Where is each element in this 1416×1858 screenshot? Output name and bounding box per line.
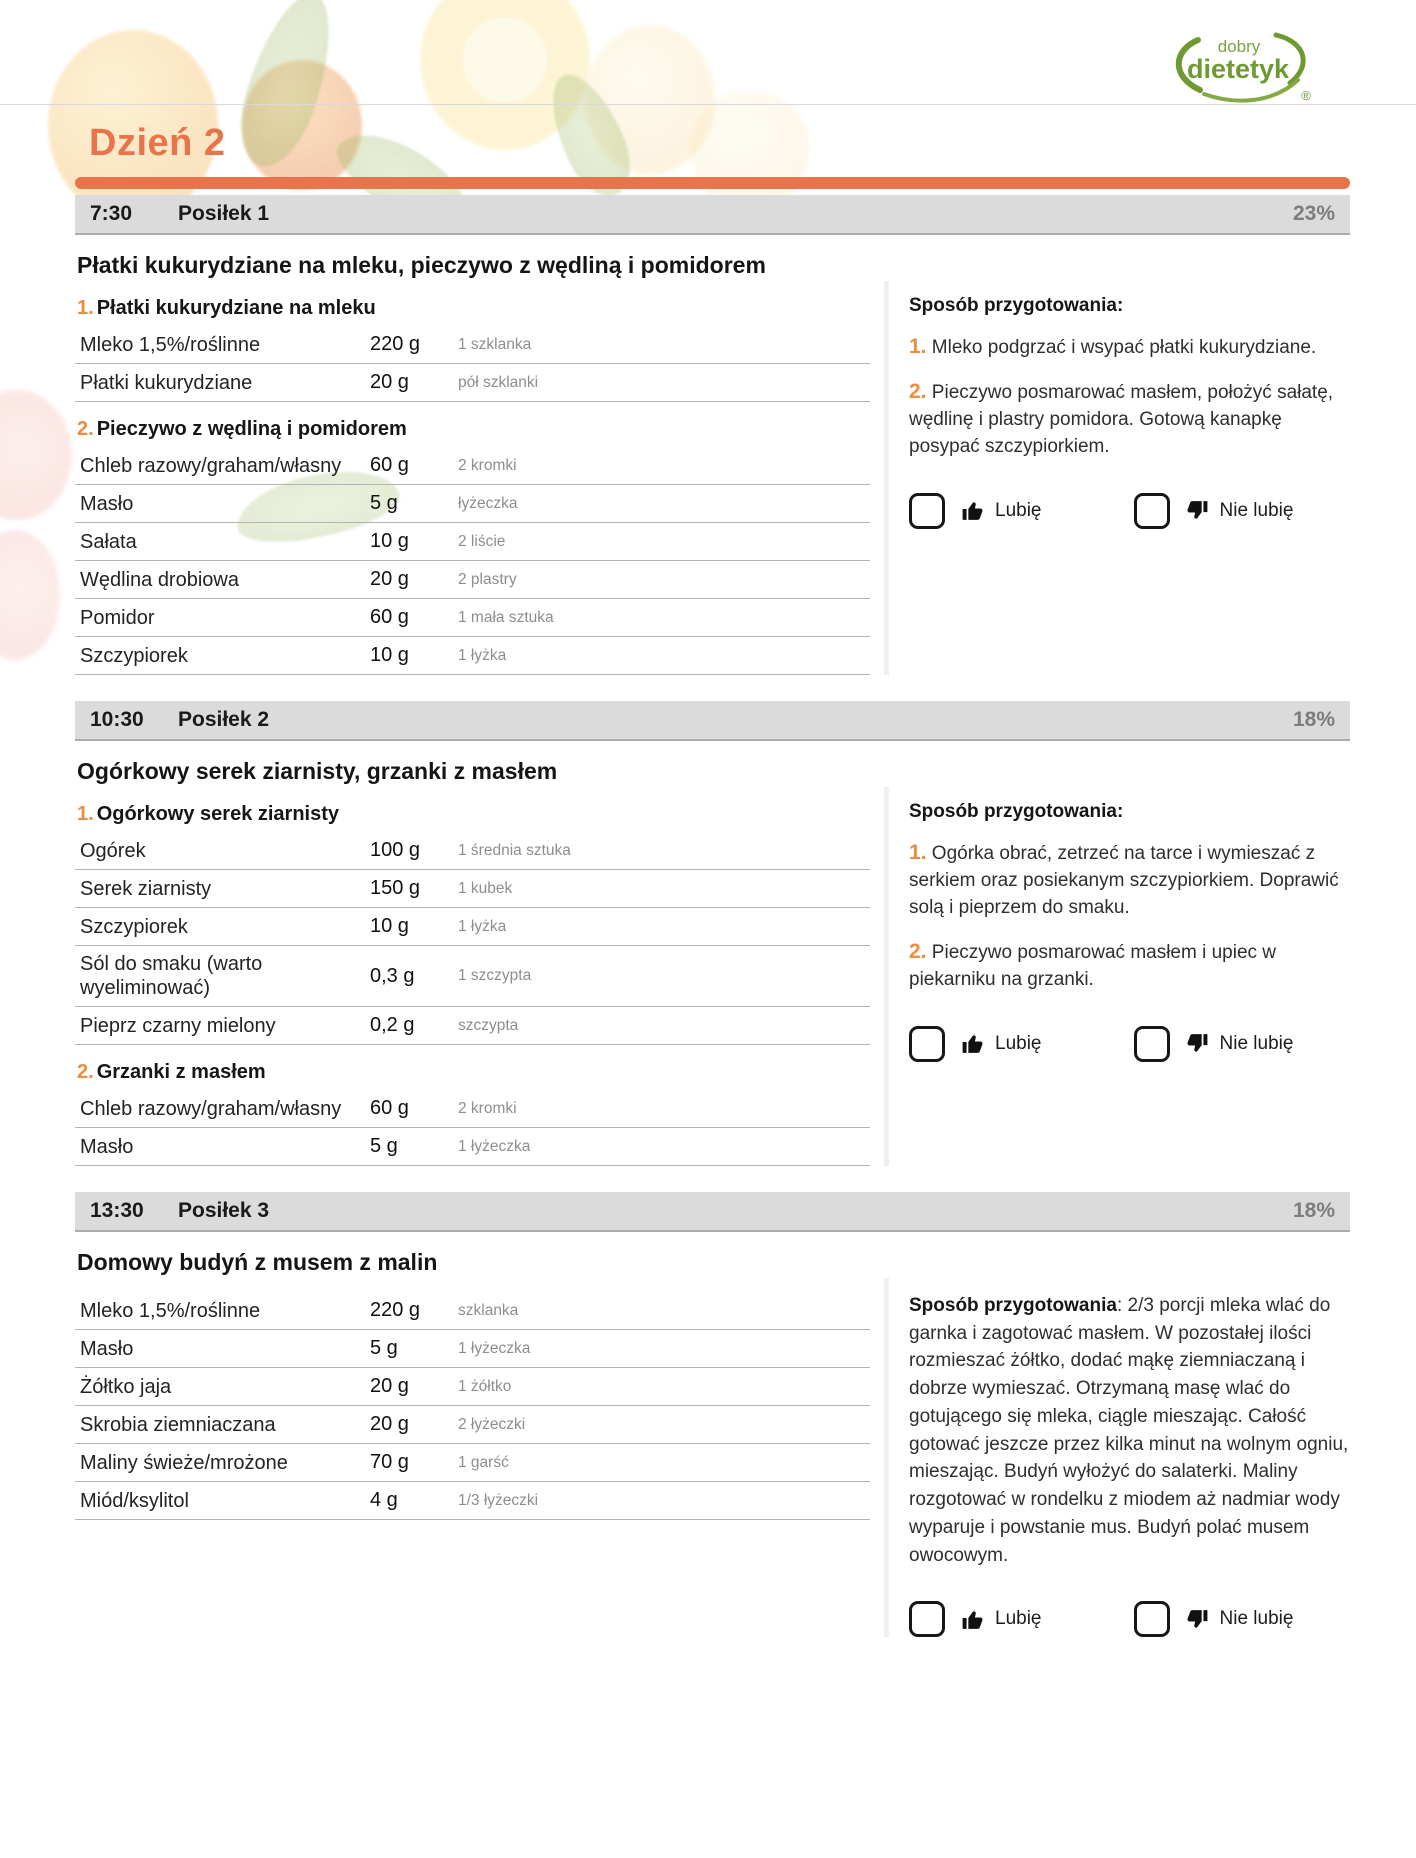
dislike-checkbox[interactable] [1134, 1601, 1170, 1637]
ingredient-name: Wędlina drobiowa [80, 568, 239, 591]
preparation-paragraph [909, 1292, 1350, 1569]
ingredient-amount: 70 g [370, 1451, 409, 1473]
ingredient-amount: 5 g [370, 1337, 398, 1359]
meal-header-2 [75, 701, 1350, 741]
ingredient-measure: 2 liście [458, 532, 506, 550]
ingredient-amount: 10 g [370, 644, 409, 666]
meal-percent: 18% [1292, 708, 1335, 731]
feedback-row [909, 1601, 1350, 1637]
ingredient-amount: 5 g [370, 1135, 398, 1157]
ingredient-amount: 10 g [370, 530, 409, 552]
thumb-up-icon [960, 1031, 985, 1056]
ingredient-name: Mleko 1,5%/roślinne [80, 333, 261, 356]
ingredient-row [75, 908, 870, 946]
preparation-step [909, 937, 1350, 994]
ingredient-row [75, 1330, 870, 1368]
ingredient-name: Serek ziarnisty [80, 877, 212, 900]
preparation-column [909, 787, 1350, 1166]
ingredient-name: Masło [80, 492, 134, 515]
ingredient-amount: 220 g [370, 1299, 421, 1321]
ingredient-name: Maliny świeże/mrożone [80, 1451, 288, 1474]
step-text: Pieczywo posmarować masłem i upiec w piekarniku na grzanki. [909, 941, 1277, 990]
dislike-group [1134, 493, 1294, 529]
ingredient-name: Szczypiorek [80, 644, 188, 667]
step-text: Ogórka obrać, zetrzeć na tarce i wymieszać z serkiem oraz posiekanym szczypiorkiem. Doprawić solą i pieprzem do smaku. [909, 843, 1339, 918]
meal-title: Płatki kukurydziane na mleku, pieczywo z wędliną i pomidorem [77, 252, 766, 278]
meal-time: 10:30 [90, 708, 144, 731]
preparation-step [909, 332, 1350, 362]
like-label: Lubię [995, 499, 1042, 521]
recipe-section-title [77, 1061, 870, 1084]
ingredient-measure: 1/3 łyżeczki [458, 1491, 539, 1509]
ingredient-measure: 1 średnia sztuka [458, 841, 571, 859]
ingredient-name: Chleb razowy/graham/własny [80, 454, 342, 477]
ingredients-column [75, 1278, 870, 1637]
ingredient-measure: 2 kromki [458, 456, 517, 474]
ingredient-amount: 20 g [370, 1413, 409, 1435]
like-group [909, 1026, 1042, 1062]
ingredient-amount: 60 g [370, 1097, 409, 1119]
column-divider [884, 787, 889, 1166]
section-title-text: Pieczywo z wędliną i pomidorem [96, 418, 407, 440]
ingredient-measure: 1 szklanka [458, 335, 532, 353]
ingredient-amount: 150 g [370, 877, 421, 899]
dislike-group [1134, 1601, 1294, 1637]
ingredient-measure: 1 łyżka [458, 917, 507, 935]
ingredient-name: Pomidor [80, 606, 155, 629]
ingredient-measure: 1 żółtko [458, 1377, 512, 1395]
ingredient-row [75, 1128, 870, 1166]
ingredient-row [75, 1444, 870, 1482]
ingredient-name: Chleb razowy/graham/własny [80, 1097, 342, 1120]
feedback-row [909, 1026, 1350, 1062]
recipe-section-title [77, 803, 870, 826]
ingredient-row [75, 523, 870, 561]
preparation-step [909, 838, 1350, 922]
ingredient-row [75, 1406, 870, 1444]
ingredient-row [75, 326, 870, 364]
preparation-heading: Sposób przygotowania: [909, 801, 1124, 822]
meal-time: 7:30 [90, 202, 133, 225]
ingredient-amount: 0,3 g [370, 964, 415, 987]
ingredient-name: Masło [80, 1337, 134, 1360]
dislike-label: Nie lubię [1219, 499, 1294, 521]
ingredient-name: Miód/ksylitol [80, 1489, 189, 1512]
step-number: 1. [909, 841, 927, 864]
section-title-text: Grzanki z masłem [96, 1061, 266, 1083]
ingredient-row [75, 485, 870, 523]
ingredient-measure: pół szklanki [458, 373, 539, 391]
ingredient-row [75, 1482, 870, 1520]
step-number: 2. [909, 939, 927, 963]
dislike-label: Nie lubię [1219, 1032, 1294, 1054]
section-number: 1. [77, 297, 94, 319]
logo-text-line2: dietetyk [1186, 54, 1290, 84]
ingredient-measure: szklanka [458, 1301, 519, 1319]
column-divider [884, 281, 889, 675]
ingredient-table [75, 447, 870, 675]
meal-name: Posiłek 2 [178, 708, 270, 731]
ingredient-measure: 2 plastry [458, 570, 517, 588]
preparation-column [909, 281, 1350, 675]
ingredient-amount: 10 g [370, 915, 409, 937]
registered-mark: ® [1301, 88, 1311, 103]
recipe-section-title [77, 297, 870, 320]
ingredient-amount: 4 g [370, 1489, 398, 1511]
accent-bar [75, 177, 1350, 189]
ingredient-row [75, 364, 870, 402]
like-group [909, 493, 1042, 529]
ingredient-name: Sałata [80, 530, 137, 553]
decor-grapefruit-photo [0, 530, 60, 660]
step-number: 1. [909, 335, 927, 358]
thumb-down-icon [1185, 1607, 1210, 1632]
recipe-section-title [77, 418, 870, 441]
ingredient-measure: 1 łyżeczka [458, 1137, 531, 1155]
ingredient-amount: 0,2 g [370, 1014, 415, 1036]
preparation-column [909, 1278, 1350, 1637]
ingredient-name: Skrobia ziemniaczana [80, 1413, 276, 1436]
decor-grapefruit-photo [0, 390, 72, 520]
ingredient-measure: 2 kromki [458, 1099, 517, 1117]
ingredient-name: Sól do smaku (warto wyeliminować) [80, 953, 263, 999]
like-group [909, 1601, 1042, 1637]
ingredient-measure: 1 szczypta [458, 967, 532, 984]
meal-percent: 23% [1292, 202, 1335, 225]
column-divider [884, 1278, 889, 1637]
section-title-text: Płatki kukurydziane na mleku [96, 297, 376, 319]
meal-body-3 [75, 1278, 1350, 1637]
meal-name: Posiłek 3 [178, 1199, 270, 1222]
meal-header-1 [75, 195, 1350, 235]
section-number: 1. [77, 803, 94, 825]
ingredient-amount: 5 g [370, 492, 398, 514]
ingredient-table [75, 832, 870, 1045]
ingredient-row [75, 946, 870, 1007]
ingredient-name: Ogórek [80, 839, 146, 862]
like-label: Lubię [995, 1608, 1042, 1630]
ingredient-table [75, 1090, 870, 1166]
ingredient-amount: 20 g [370, 568, 409, 590]
ingredient-amount: 220 g [370, 333, 421, 355]
ingredient-row [75, 870, 870, 908]
ingredient-row [75, 1292, 870, 1330]
ingredient-row [75, 832, 870, 870]
ingredient-measure: 1 łyżeczka [458, 1339, 531, 1357]
ingredient-name: Żółtko jaja [80, 1375, 172, 1398]
ingredient-name: Pieprz czarny mielony [80, 1014, 276, 1037]
like-checkbox[interactable] [909, 1601, 945, 1637]
step-text: Pieczywo posmarować masłem, położyć sałatę, wędlinę i plastry pomidora. Gotową kanapkę posypać szczypiorkiem. [909, 381, 1334, 457]
ingredient-measure: 1 kubek [458, 879, 513, 897]
ingredient-row [75, 1090, 870, 1128]
section-number: 2. [77, 1061, 94, 1083]
like-checkbox[interactable] [909, 493, 945, 529]
page-title: Dzień 2 [89, 122, 226, 164]
meal-title: Domowy budyń z musem z malin [77, 1249, 438, 1275]
ingredient-table [75, 1292, 870, 1520]
thumb-down-icon [1185, 498, 1210, 523]
like-checkbox[interactable] [909, 1026, 945, 1062]
meal-body-1 [75, 281, 1350, 675]
preparation-heading: Sposób przygotowania: [909, 295, 1124, 316]
feedback-row [909, 493, 1350, 529]
step-text: Mleko podgrzać i wsypać płatki kukurydziane. [931, 337, 1317, 358]
ingredient-name: Płatki kukurydziane [80, 371, 253, 394]
meal-time: 13:30 [90, 1199, 144, 1222]
ingredient-measure: szczypta [458, 1016, 519, 1034]
ingredient-amount: 20 g [370, 1375, 409, 1397]
ingredients-column [75, 281, 870, 675]
section-number: 2. [77, 418, 94, 440]
ingredient-name: Masło [80, 1135, 134, 1158]
ingredient-row [75, 561, 870, 599]
ingredient-measure: 1 łyżka [458, 646, 507, 664]
preparation-text: : 2/3 porcji mleka wlać do garnka i zagotować masłem. W pozostałej ilości rozmieszać żółtko, dodać mąkę ziemniaczaną i dobrze wymieszać. Otrzymaną masę wlać do gotującego się mleka, ciągle mieszając. Całość gotować jeszcze przez kilka minut na wolnym ogniu, mieszając. Budyń wyłożyć do salaterki. Maliny rozgotować w rondelku z miodem aż nadmiar wody wyparuje i powstanie mus. Budyń polać musem owocowym. [909, 1295, 1349, 1566]
dislike-checkbox[interactable] [1134, 493, 1170, 529]
ingredient-amount: 100 g [370, 839, 421, 861]
section-title-text: Ogórkowy serek ziarnisty [96, 803, 340, 825]
ingredient-name: Mleko 1,5%/roślinne [80, 1299, 261, 1322]
ingredient-measure: 2 łyżeczki [458, 1415, 526, 1433]
preparation-label: Sposób przygotowania [909, 1295, 1117, 1316]
ingredient-measure: 1 mała sztuka [458, 608, 554, 626]
thumb-down-icon [1185, 1031, 1210, 1056]
thumb-up-icon [960, 498, 985, 523]
dislike-group [1134, 1026, 1294, 1062]
meal-header-3 [75, 1192, 1350, 1232]
meal-name: Posiłek 1 [178, 202, 270, 225]
ingredient-row [75, 1007, 870, 1045]
ingredient-table [75, 326, 870, 402]
ingredient-row [75, 599, 870, 637]
like-label: Lubię [995, 1032, 1042, 1054]
thumb-up-icon [960, 1607, 985, 1632]
ingredient-row [75, 1368, 870, 1406]
preparation-step [909, 377, 1350, 461]
dislike-checkbox[interactable] [1134, 1026, 1170, 1062]
ingredients-column [75, 787, 870, 1166]
ingredient-amount: 60 g [370, 606, 409, 628]
ingredient-amount: 20 g [370, 371, 409, 393]
meal-percent: 18% [1292, 1199, 1335, 1222]
ingredient-measure: 1 garść [458, 1453, 509, 1471]
dislike-label: Nie lubię [1219, 1608, 1294, 1630]
meal-body-2 [75, 787, 1350, 1166]
ingredient-measure: łyżeczka [458, 494, 518, 512]
ingredient-row [75, 637, 870, 675]
meal-title: Ogórkowy serek ziarnisty, grzanki z masłem [77, 758, 558, 784]
logo-text-line1: dobry [1217, 37, 1261, 56]
ingredient-row [75, 447, 870, 485]
ingredient-name: Szczypiorek [80, 915, 188, 938]
step-number: 2. [909, 379, 927, 403]
ingredient-amount: 60 g [370, 454, 409, 476]
